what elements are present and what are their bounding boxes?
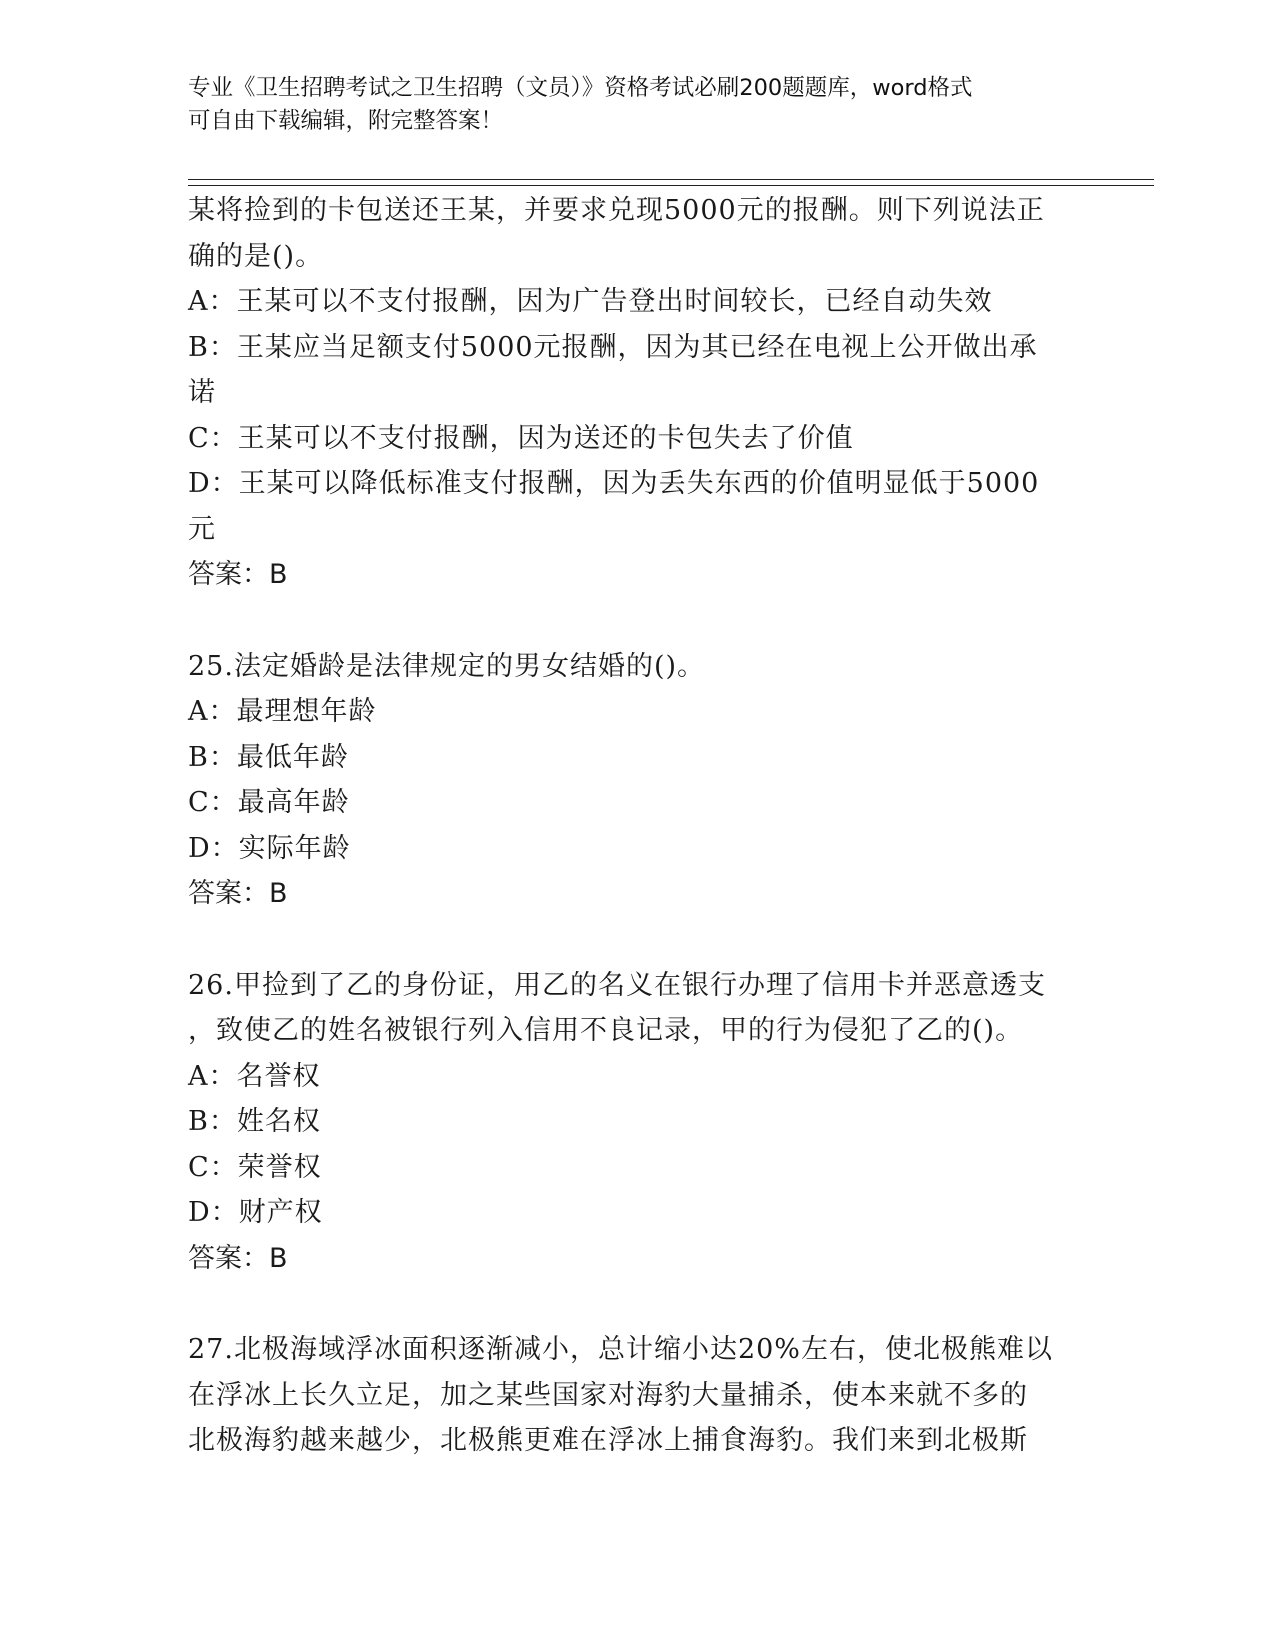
question-stem-line: 25.法定婚龄是法律规定的男女结婚的()。	[188, 650, 706, 682]
question-stem-line: 在浮冰上长久立足，加之某些国家对海豹大量捕杀，使本来就不多的	[188, 1379, 1028, 1411]
spacer	[188, 1281, 1088, 1327]
option-a: A：最理想年龄	[188, 696, 377, 727]
answer-line: 答案：B	[188, 878, 288, 909]
question-stem-line: ，致使乙的姓名被银行列入信用不良记录，甲的行为侵犯了乙的()。	[188, 1015, 1024, 1046]
question-stem-line: 某将捡到的卡包送还王某，并要求兑现5000元的报酬。则下列说法正	[188, 195, 1045, 226]
answer-line: 答案：B	[188, 1242, 288, 1274]
spacer	[188, 598, 1088, 644]
option-d: D：实际年龄	[188, 832, 351, 864]
option-d-continued: 元	[188, 513, 216, 545]
option-b: B：王某应当足额支付5000元报酬，因为其已经在电视上公开做出承	[188, 331, 1038, 363]
question-stem-line: 27.北极海域浮冰面积逐渐减小，总计缩小达20%左右，使北极熊难以	[188, 1334, 1053, 1365]
option-c: C：最高年龄	[188, 787, 350, 818]
option-b: B：最低年龄	[188, 741, 349, 773]
question-25	[188, 644, 1088, 917]
option-c: C：王某可以不支付报酬，因为送还的卡包失去了价值	[188, 422, 854, 454]
question-stem-line: 26.甲捡到了乙的身份证，用乙的名义在银行办理了信用卡并恶意透支	[188, 969, 1046, 1001]
option-d: D：财产权	[188, 1197, 323, 1228]
question-stem-line: 确的是()。	[188, 240, 324, 272]
question-24	[188, 188, 1088, 598]
header-divider-top	[188, 179, 1154, 180]
spacer	[188, 917, 1088, 963]
page-header	[188, 72, 1088, 138]
option-a: A：名誉权	[188, 1060, 321, 1092]
option-a: A：王某可以不支付报酬，因为广告登出时间较长，已经自动失效	[188, 286, 993, 317]
option-b: B：姓名权	[188, 1106, 321, 1137]
option-c: C：荣誉权	[188, 1151, 322, 1183]
option-d: D：王某可以降低标准支付报酬，因为丢失东西的价值明显低于5000	[188, 468, 1040, 499]
header-title-line-1: 专业《卫生招聘考试之卫生招聘（文员）》资格考试必刷200题题库，word格式	[188, 75, 973, 101]
question-26	[188, 963, 1088, 1282]
answer-line: 答案：B	[188, 559, 288, 590]
question-stem-line: 北极海豹越来越少，北极熊更难在浮冰上捕食海豹。我们来到北极斯	[188, 1425, 1028, 1456]
header-title-line-2: 可自由下载编辑，附完整答案！	[188, 108, 504, 134]
header-divider-bottom	[188, 185, 1154, 186]
document-body	[188, 188, 1088, 1464]
question-27	[188, 1327, 1088, 1464]
option-b-continued: 诺	[188, 377, 216, 408]
